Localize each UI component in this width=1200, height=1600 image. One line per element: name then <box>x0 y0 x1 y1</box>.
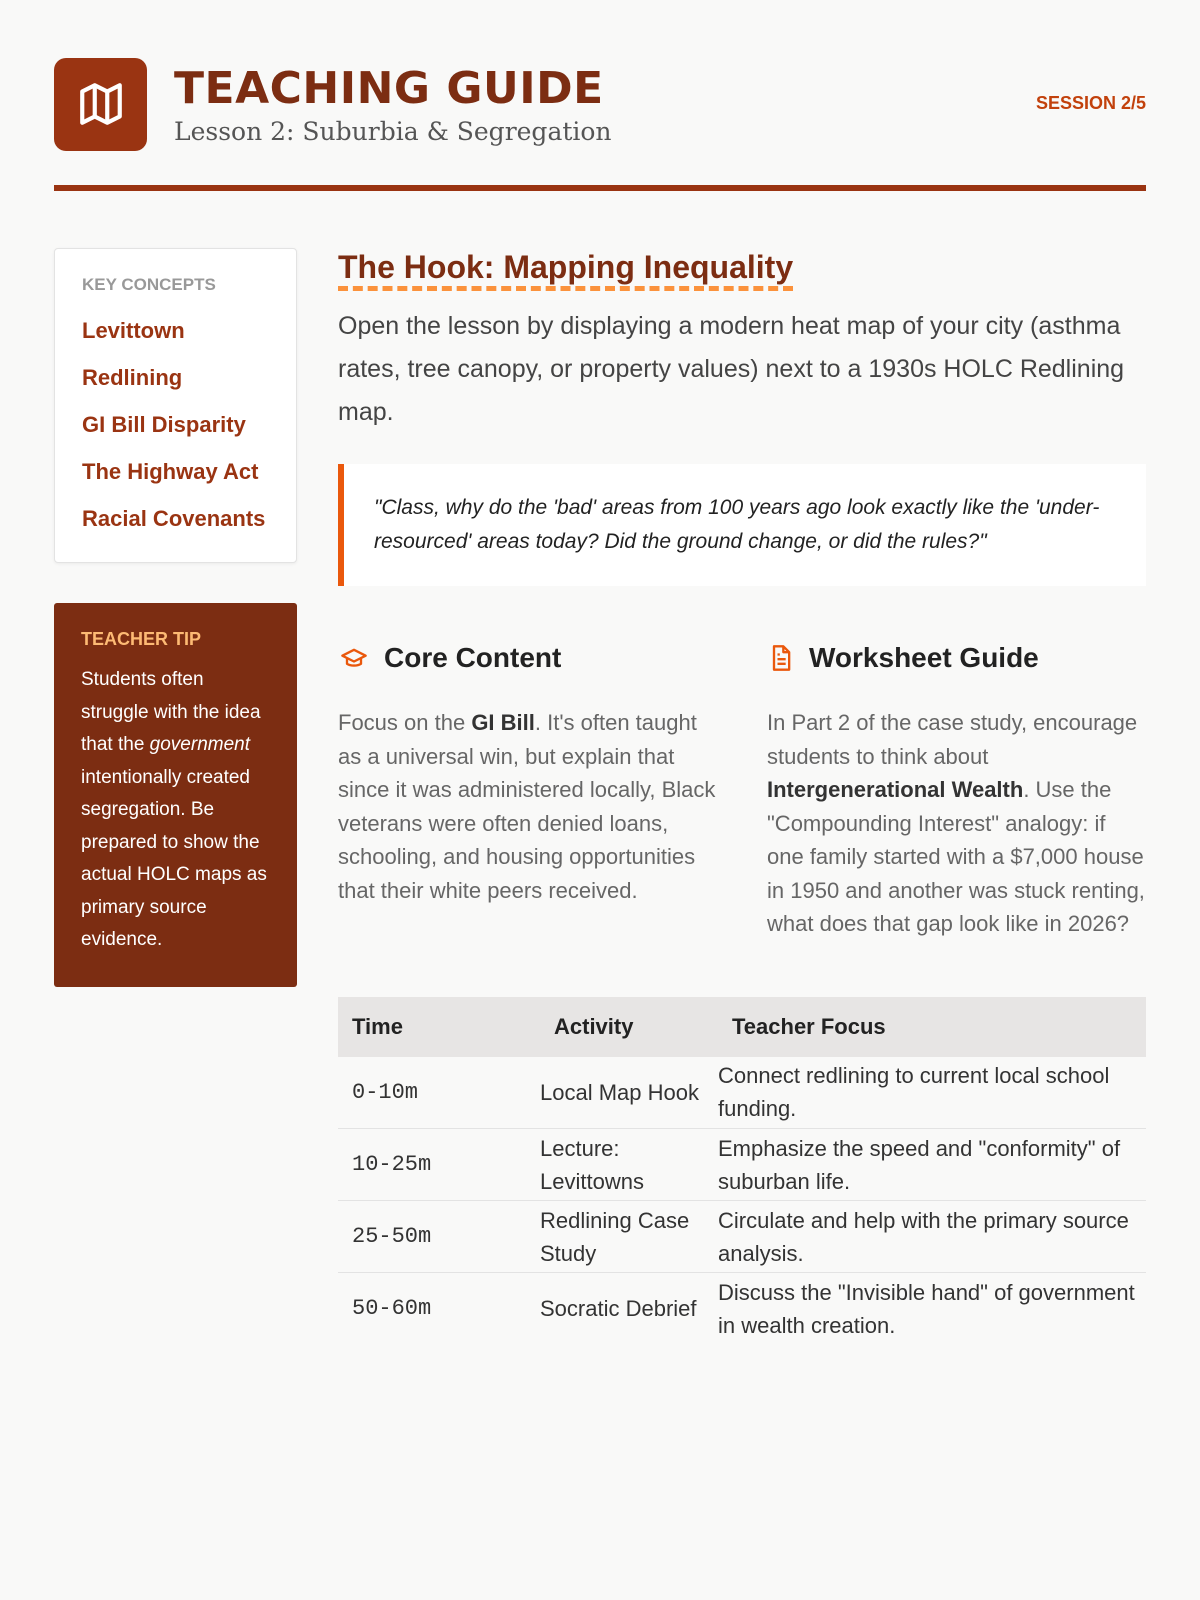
map-icon <box>54 58 147 151</box>
hook-title: The Hook: Mapping Inequality <box>338 248 793 291</box>
concept-link[interactable]: GI Bill Disparity <box>82 412 246 437</box>
key-concepts-panel <box>54 248 297 563</box>
worksheet-guide-title: Worksheet Guide <box>809 642 1039 673</box>
time-cell: 25-50m <box>338 1201 540 1273</box>
page-title: TEACHING GUIDE <box>174 62 604 114</box>
focus-cell: Discuss the "Invisible hand" of government in wealth creation. <box>718 1279 1135 1338</box>
column-header: Teacher Focus <box>718 997 1146 1057</box>
header-divider <box>54 185 1146 191</box>
worksheet-guide-text: In Part 2 of the case study, encourage students to think about Intergenerational Wealth. Use the "Compounding Interest" analogy: if one family started with a $7,000 house in 1950 and another was stuck renting, what does that gap look like in 2026? <box>767 710 1145 936</box>
concept-link[interactable]: The Highway Act <box>82 459 259 484</box>
core-content-section <box>338 642 717 941</box>
tip-label: TEACHER TIP <box>81 629 202 649</box>
hook-text: Open the lesson by displaying a modern heat map of your city (asthma rates, tree canopy, or property values) next to a 1930s HOLC Redlining map. <box>338 312 1125 426</box>
focus-cell: Circulate and help with the primary source analysis. <box>718 1201 1146 1273</box>
concept-link[interactable]: Levittown <box>82 318 185 343</box>
key-concepts-label: KEY CONCEPTS <box>82 275 216 294</box>
activity-cell: Lecture: Levittowns <box>540 1129 718 1201</box>
core-content-title: Core Content <box>384 642 562 673</box>
column-header: Time <box>338 997 540 1057</box>
table-row <box>338 1201 1146 1273</box>
worksheet-guide-section <box>767 642 1146 941</box>
table-row <box>338 1273 1146 1345</box>
document-icon <box>767 642 795 674</box>
table-row <box>338 1057 1146 1129</box>
graduation-cap-icon <box>338 644 370 672</box>
schedule-table <box>338 997 1146 1345</box>
activity-cell: Socratic Debrief <box>540 1296 697 1322</box>
time-cell: 0-10m <box>338 1057 540 1129</box>
concept-link[interactable]: Racial Covenants <box>82 506 266 531</box>
activity-cell: Redlining Case Study <box>540 1201 718 1273</box>
activity-cell: Local Map Hook <box>540 1057 718 1129</box>
header <box>54 57 1146 151</box>
focus-cell: Emphasize the speed and "conformity" of suburban life. <box>718 1129 1146 1201</box>
core-content-text: Focus on the GI Bill. It's often taught as a universal win, but explain that since it was administered locally, Black veterans were often denied loans, schooling, and housing opportunities that their white peers received. <box>338 710 716 903</box>
time-cell: 50-60m <box>352 1296 432 1322</box>
hook-quote: "Class, why do the 'bad' areas from 100 years ago look exactly like the 'under-resourced' areas today? Did the ground change, or did the rules?" <box>338 464 1146 586</box>
time-cell: 10-25m <box>338 1129 540 1201</box>
teacher-tip <box>54 603 297 987</box>
tip-text: Students often struggle with the idea that the government intentionally created segregation. Be prepared to show the actual HOLC maps as primary source evidence. <box>81 669 267 950</box>
focus-cell: Connect redlining to current local school funding. <box>718 1057 1146 1129</box>
session-badge: SESSION 2/5 <box>1035 93 1146 113</box>
table-row <box>338 1129 1146 1201</box>
column-header: Activity <box>540 997 718 1057</box>
lesson-subtitle: Lesson 2: Suburbia & Segregation <box>174 116 612 146</box>
concept-link[interactable]: Redlining <box>82 365 183 390</box>
